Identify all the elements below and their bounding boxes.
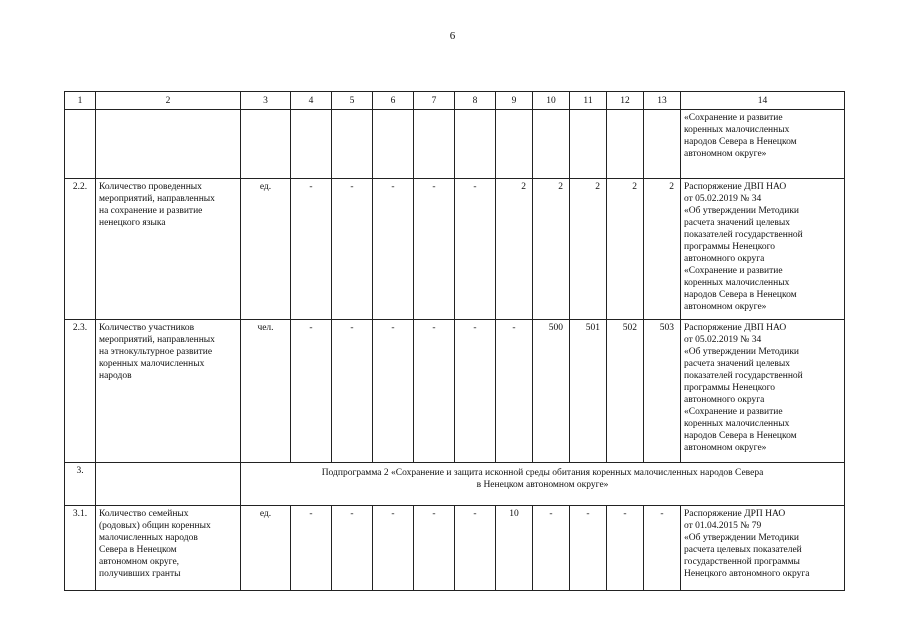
- value-cell: 2: [533, 179, 570, 320]
- page-number: 6: [449, 30, 456, 42]
- table-row-continuation: [65, 110, 845, 179]
- value-cell: -: [332, 506, 373, 591]
- value-cell: -: [332, 179, 373, 320]
- row-number: 3.: [65, 463, 96, 506]
- table-row: [65, 506, 845, 591]
- value-cell: -: [373, 506, 414, 591]
- subprogram-title: Подпрограмма 2 «Сохранение и защита исконной среды обитания коренных малочисленных народов Севера в Ненецком автономном округе»: [241, 463, 845, 506]
- header-cell: 13: [644, 92, 681, 110]
- value-cell: -: [455, 320, 496, 463]
- value-cell: -: [373, 179, 414, 320]
- unit-cell: ед.: [241, 506, 291, 591]
- indicator-name: Количество проведенных мероприятий, направленных на сохранение и развитие ненецкого языка: [96, 179, 241, 320]
- value-cell: -: [644, 506, 681, 591]
- source-cell: Распоряжение ДВП НАО от 05.02.2019 № 34 «Об утверждении Методики расчета значений целевых показателей государственной программы Ненецкого автономного округа «Сохранение и развитие коренных малочисленных народов Севера в Ненецком автономном округе»: [681, 320, 845, 463]
- value-cell: -: [291, 320, 332, 463]
- indicators-table: [64, 91, 845, 591]
- value-cell: -: [332, 320, 373, 463]
- value-cell: 503: [644, 320, 681, 463]
- header-cell: 11: [570, 92, 607, 110]
- value-cell: -: [607, 506, 644, 591]
- value-cell: 2: [496, 179, 533, 320]
- row-number: 2.3.: [65, 320, 96, 463]
- value-cell: 2: [644, 179, 681, 320]
- header-cell: 6: [373, 92, 414, 110]
- table-row: [65, 179, 845, 320]
- value-cell: -: [291, 179, 332, 320]
- unit-cell: ед.: [241, 179, 291, 320]
- header-cell: 9: [496, 92, 533, 110]
- value-cell: 500: [533, 320, 570, 463]
- header-cell: 12: [607, 92, 644, 110]
- source-cell: Распоряжение ДВП НАО от 05.02.2019 № 34 «Об утверждении Методики расчета значений целевых показателей государственной программы Ненецкого автономного округа «Сохранение и развитие коренных малочисленных народов Севера в Ненецком автономном округе»: [681, 179, 845, 320]
- value-cell: -: [291, 506, 332, 591]
- value-cell: 502: [607, 320, 644, 463]
- indicator-name: Количество семейных (родовых) общин коренных малочисленных народов Севера в Ненецком автономном округе, получивших гранты: [96, 506, 241, 591]
- value-cell: 501: [570, 320, 607, 463]
- indicator-name: Количество участников мероприятий, направленных на этнокультурное развитие коренных малочисленных народов: [96, 320, 241, 463]
- header-cell: 2: [96, 92, 241, 110]
- row-number: 3.1.: [65, 506, 96, 591]
- value-cell: -: [414, 506, 455, 591]
- value-cell: 2: [607, 179, 644, 320]
- header-cell: 10: [533, 92, 570, 110]
- value-cell: -: [533, 506, 570, 591]
- value-cell: -: [414, 320, 455, 463]
- value-cell: 10: [496, 506, 533, 591]
- header-cell: 14: [681, 92, 845, 110]
- header-cell: 1: [65, 92, 96, 110]
- source-cell: Распоряжение ДРП НАО от 01.04.2015 № 79 «Об утверждении Методики расчета целевых показателей государственной программы Ненецкого автономного округа: [681, 506, 845, 591]
- header-cell: 4: [291, 92, 332, 110]
- value-cell: 2: [570, 179, 607, 320]
- subprogram-row: [65, 463, 845, 506]
- unit-cell: чел.: [241, 320, 291, 463]
- row-number: 2.2.: [65, 179, 96, 320]
- value-cell: -: [373, 320, 414, 463]
- header-cell: 8: [455, 92, 496, 110]
- table-row: [65, 320, 845, 463]
- header-cell: 5: [332, 92, 373, 110]
- value-cell: -: [455, 506, 496, 591]
- source-cell: «Сохранение и развитие коренных малочисленных народов Севера в Ненецком автономном округе»: [681, 110, 845, 179]
- header-cell: 3: [241, 92, 291, 110]
- value-cell: -: [570, 506, 607, 591]
- value-cell: -: [496, 320, 533, 463]
- header-row: [65, 92, 845, 110]
- value-cell: -: [455, 179, 496, 320]
- value-cell: -: [414, 179, 455, 320]
- header-cell: 7: [414, 92, 455, 110]
